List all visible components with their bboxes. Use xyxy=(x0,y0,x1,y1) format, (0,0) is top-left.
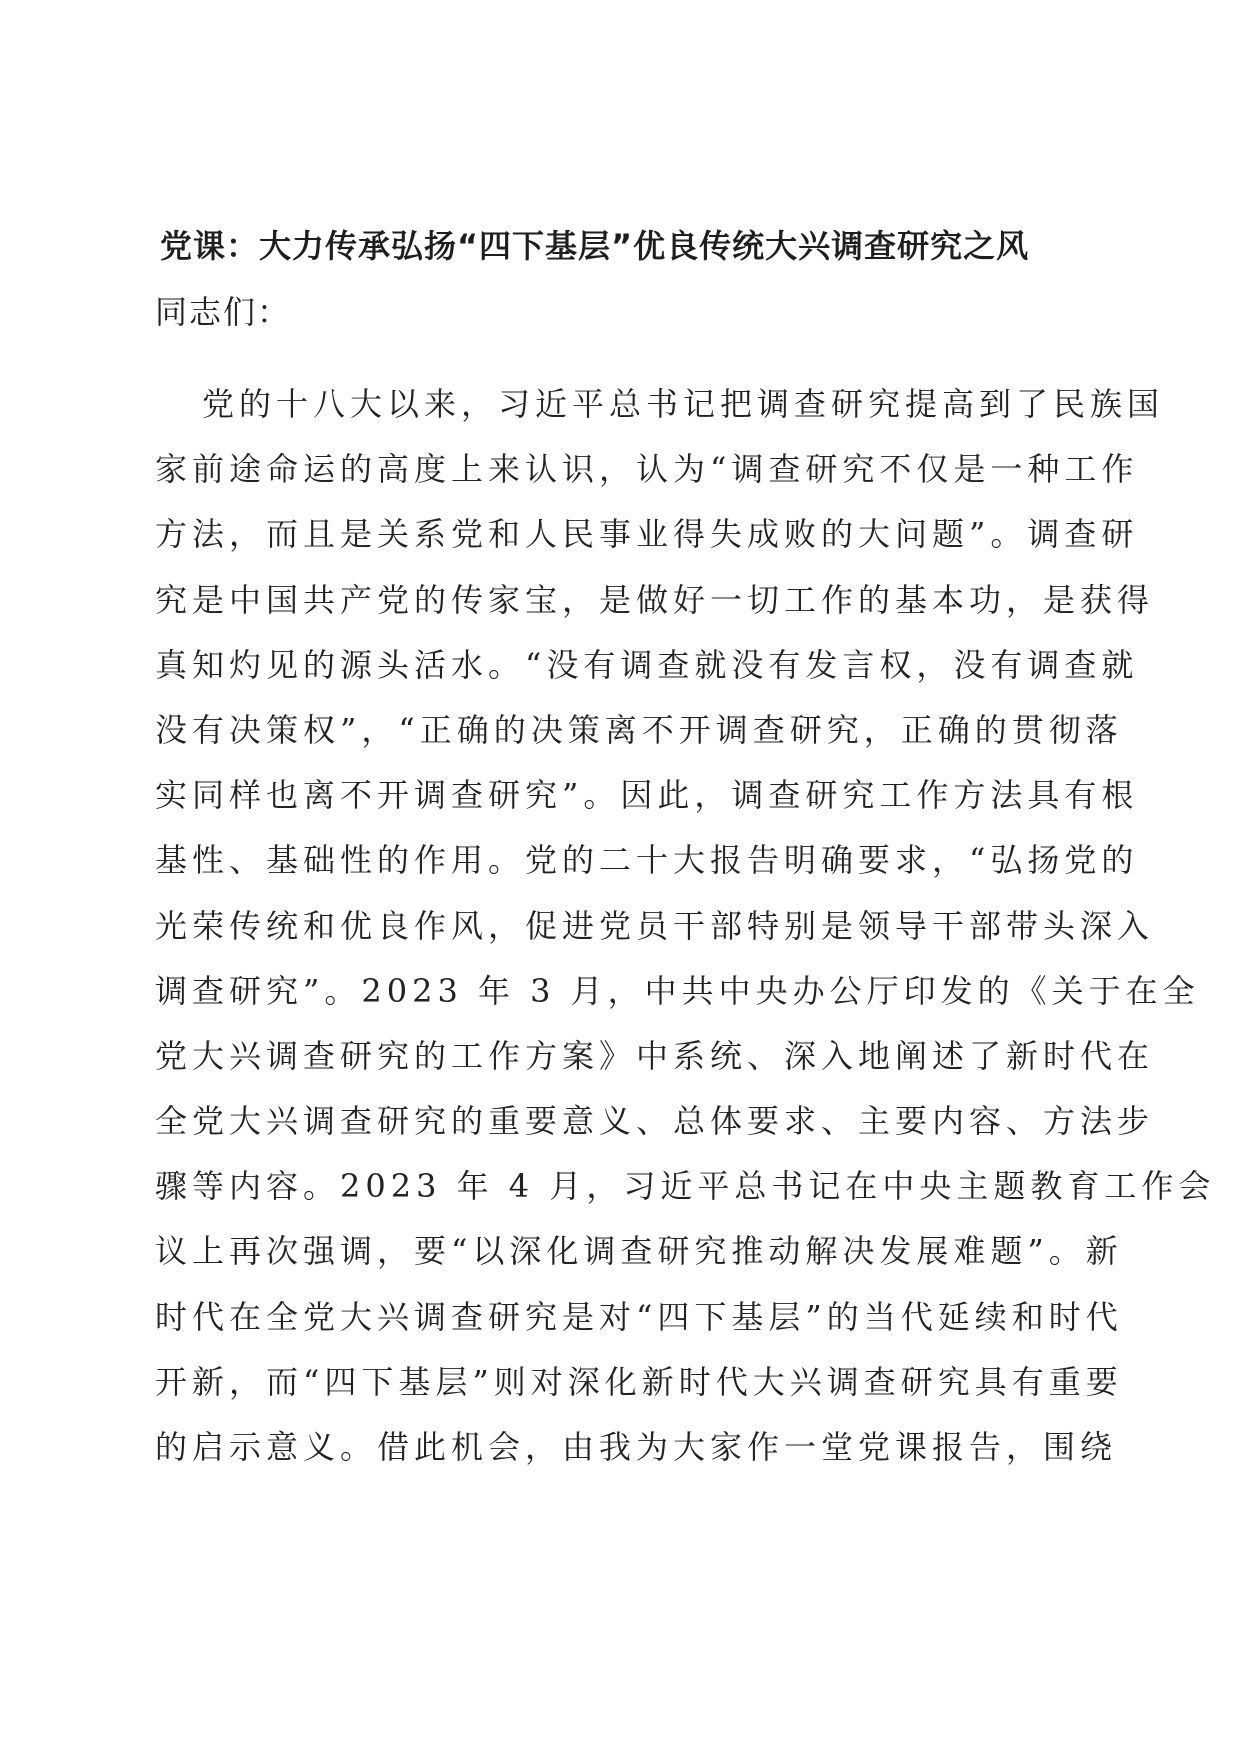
paragraph-line: 方法，而且是关系党和人民事业得失成败的大问题”。调查研 xyxy=(155,515,1139,554)
paragraph-line: 骤等内容。2023 年 4 月，习近平总书记在中央主题教育工作会 xyxy=(155,1167,1216,1206)
document-title: 党课：大力传承弘扬“四下基层”优良传统大兴调查研究之风 xyxy=(160,227,1030,265)
paragraph-line: 基性、基础性的作用。党的二十大报告明确要求，“弘扬党的 xyxy=(155,841,1139,880)
paragraph-line: 党大兴调查研究的工作方案》中系统、深入地阐述了新时代在 xyxy=(155,1036,1155,1075)
paragraph-line: 议上再次强调，要“以深化调查研究推动解决发展难题”。新 xyxy=(155,1232,1123,1271)
paragraph-line: 时代在全党大兴调查研究是对“四下基层”的当代延续和时代 xyxy=(155,1297,1123,1336)
paragraph-line: 党的十八大以来，习近平总书记把调查研究提高到了民族国 xyxy=(202,385,1165,423)
paragraph-line: 的启示意义。借此机会，由我为大家作一堂党课报告，围绕 xyxy=(155,1428,1118,1466)
paragraph-line: 家前途命运的高度上来认识，认为“调查研究不仅是一种工作 xyxy=(155,450,1139,489)
paragraph-line: 开新，而“四下基层”则对深化新时代大兴调查研究具有重要 xyxy=(155,1362,1123,1401)
greeting: 同志们： xyxy=(155,293,292,331)
paragraph-line: 实同样也离不开调查研究”。因此，调查研究工作方法具有根 xyxy=(155,776,1139,815)
paragraph-line: 真知灼见的源头活水。“没有调查就没有发言权，没有调查就 xyxy=(155,645,1139,684)
paragraph-line: 光荣传统和优良作风，促进党员干部特别是领导干部带头深入 xyxy=(155,906,1155,945)
paragraph-line: 没有决策权”，“正确的决策离不开调查研究，正确的贯彻落 xyxy=(155,710,1123,749)
body-paragraph xyxy=(155,380,1216,1488)
paragraph-line: 究是中国共产党的传家宝，是做好一切工作的基本功，是获得 xyxy=(155,580,1155,619)
paragraph-line: 全党大兴调查研究的重要意义、总体要求、主要内容、方法步 xyxy=(155,1102,1155,1141)
paragraph-line: 调查研究”。2023 年 3 月，中共中央办公厅印发的《关于在全 xyxy=(155,971,1200,1010)
